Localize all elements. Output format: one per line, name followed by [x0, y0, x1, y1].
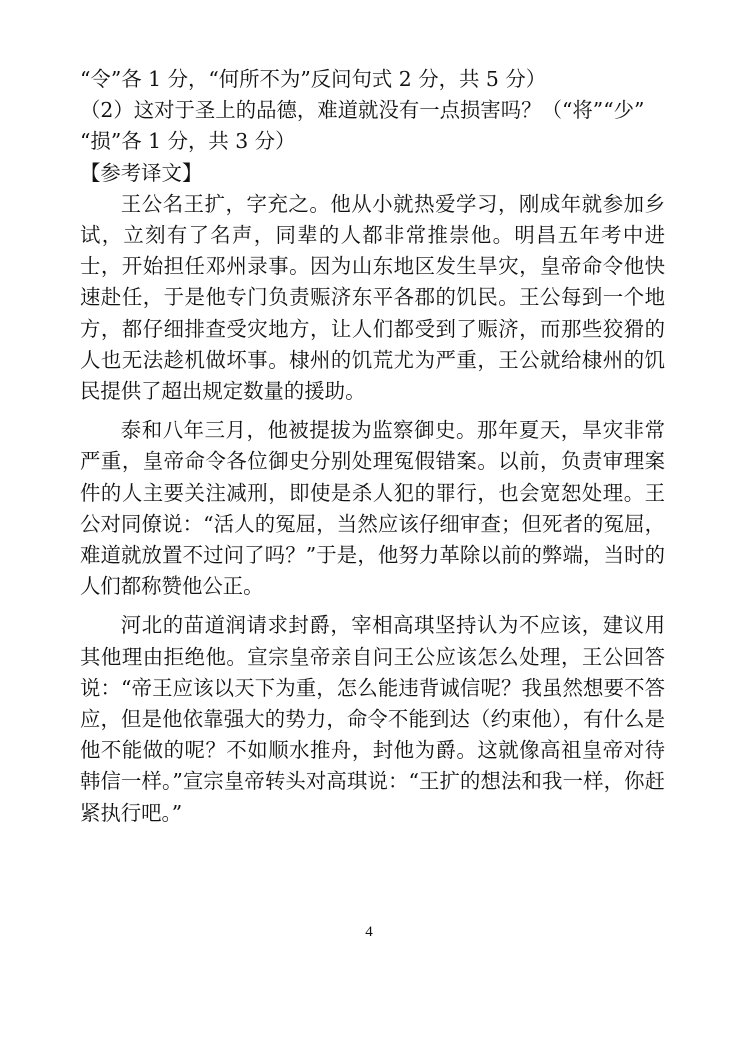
- translation-paragraph-3: 河北的苗道润请求封爵，宰相高琪坚持认为不应该，建议用其他理由拒绝他。宣宗皇帝亲自问王公应该怎么处理，王公回答说：“帝王应该以天下为重，怎么能违背诚信呢？我虽然想要不答应，但是他依靠强大的势力，命令不能到达（约束他），有什么是他不能做的呢？不如顺水推舟，封他为爵。这就像高祖皇帝对待韩信一样。”宣宗皇帝转头对高琪说：“王扩的想法和我一样，你赶紧执行吧。”: [80, 613, 665, 825]
- paragraph-gap: [80, 602, 665, 610]
- translation-paragraph-2: 泰和八年三月，他被提拔为监察御史。那年夏天，旱灾非常严重，皇帝命令各位御史分别处理冤假错案。以前，负责审理案件的人主要关注减刑，即使是杀人犯的罪行，也会宽恕处理。王公对同僚说：“活人的冤屈，当然应该仔细审查；但死者的冤屈，难道就放置不过问了吗？”于是，他努力革除以前的弊端，当时的人们都称赞他公正。: [80, 418, 665, 599]
- translation-paragraph-1: 王公名王扩，字充之。他从小就热爱学习，刚成年就参加乡试，立刻有了名声，同辈的人都非常推崇他。明昌五年考中进士，开始担任邓州录事。因为山东地区发生旱灾，皇帝命令他快速赴任，于是他专门负责赈济东平各郡的饥民。王公每到一个地方，都仔细排查受灾地方，让人们都受到了赈济，而那些狡猾的人也无法趁机做坏事。棣州的饥荒尤为严重，王公就给棣州的饥民提供了超出规定数量的援助。: [80, 191, 665, 404]
- page-content: [80, 64, 665, 829]
- paragraph-gap: [80, 407, 665, 415]
- section-heading: 【参考译文】: [80, 160, 203, 185]
- answer-line-3: “损”各 1 分，共 3 分）: [80, 129, 296, 154]
- answer-line-1: “令”各 1 分，“何所不为”反问句式 2 分，共 5 分）: [80, 67, 547, 91]
- answer-line-2: （2）这对于圣上的品德，难道就没有一点损害吗？（“将”“少”: [80, 98, 645, 123]
- page-number: 4: [365, 924, 373, 940]
